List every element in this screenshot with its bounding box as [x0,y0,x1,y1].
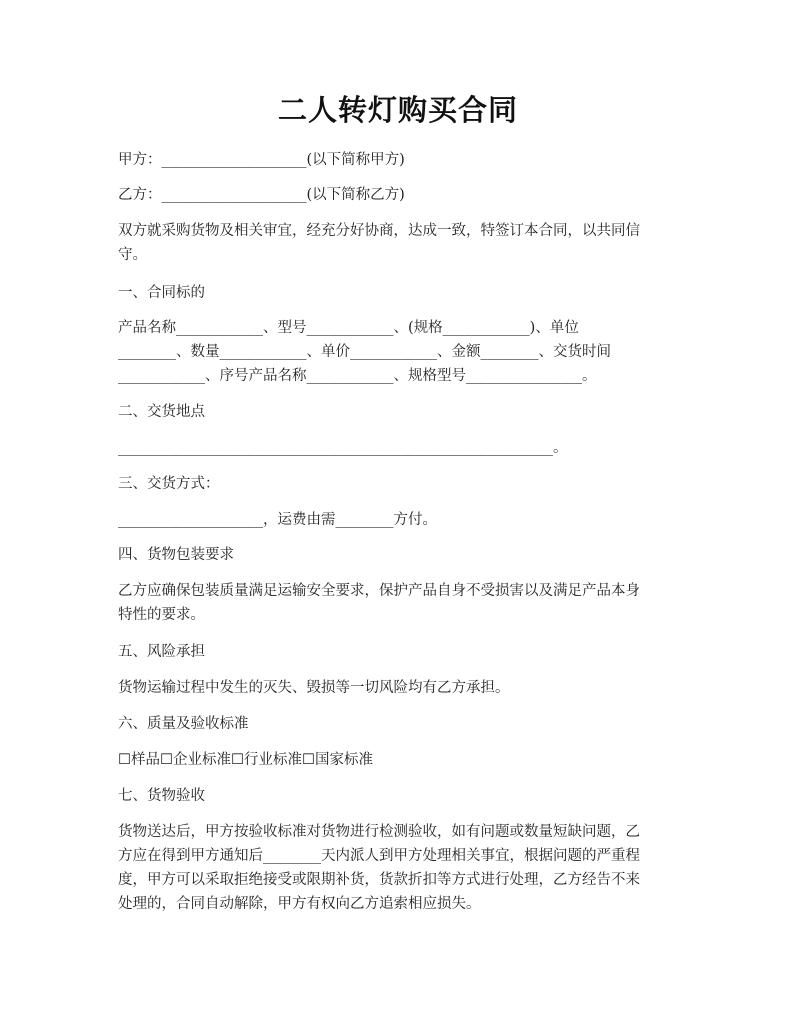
section-4-heading: 四、货物包装要求 [118,547,234,563]
page-title: 二人转灯购买合同 [277,93,518,127]
quality-standard-options: ☐样品☐企业标准☐行业标准☐国家标准 [118,752,373,768]
section-7-line-1: 货物送达后，甲方按验收标准对货物进行检测验收，如有问题或数量短缺问题，乙 [118,824,640,840]
section-6-heading: 六、质量及验收标准 [118,716,249,732]
section-1-line-2: ________、数量____________、单价____________、金额________、交货时间 [118,344,611,360]
section-3-heading: 三、交货方式： [118,476,220,492]
section-7-line-2: 方应在得到甲方通知后________天内派人到甲方处理相关事宜，根据问题的严重程 [118,848,640,864]
section-5-heading: 五、风险承担 [118,644,205,660]
section-2-heading: 二、交货地点 [118,404,205,420]
section-1-line-1: 产品名称____________、型号____________、(规格____________)、单位 [118,320,579,336]
section-3-line: ____________________，运费由需________方付。 [118,512,437,528]
section-4-line-1: 乙方应确保包装质量满足运输安全要求，保护产品自身不受损害以及满足产品本身 [118,583,640,599]
section-4-line-2: 特性的要求。 [118,607,205,623]
intro-text-line-1: 双方就采购货物及相关审宜，经充分好协商，达成一致，特签订本合同，以共同信 [118,223,640,239]
section-7-line-4: 处理的，合同自动解除，甲方有权向乙方追索相应损失。 [118,896,481,912]
section-2-line: ____________________________________________________________。 [118,440,568,456]
section-7-heading: 七、货物验收 [118,788,205,804]
intro-text-line-2: 守。 [118,247,147,263]
party-a-line: 甲方：____________________(以下简称甲方) [118,152,405,168]
section-1-line-3: ____________、序号产品名称____________、规格型号________________。 [118,368,597,384]
section-5-line: 货物运输过程中发生的灭失、毁损等一切风险均有乙方承担。 [118,680,510,696]
party-b-line: 乙方：____________________(以下简称乙方) [118,187,405,203]
section-7-line-3: 度，甲方可以采取拒绝接受或限期补货，货款折扣等方式进行处理，乙方经告不来 [118,872,640,888]
section-1-heading: 一、合同标的 [118,285,205,301]
